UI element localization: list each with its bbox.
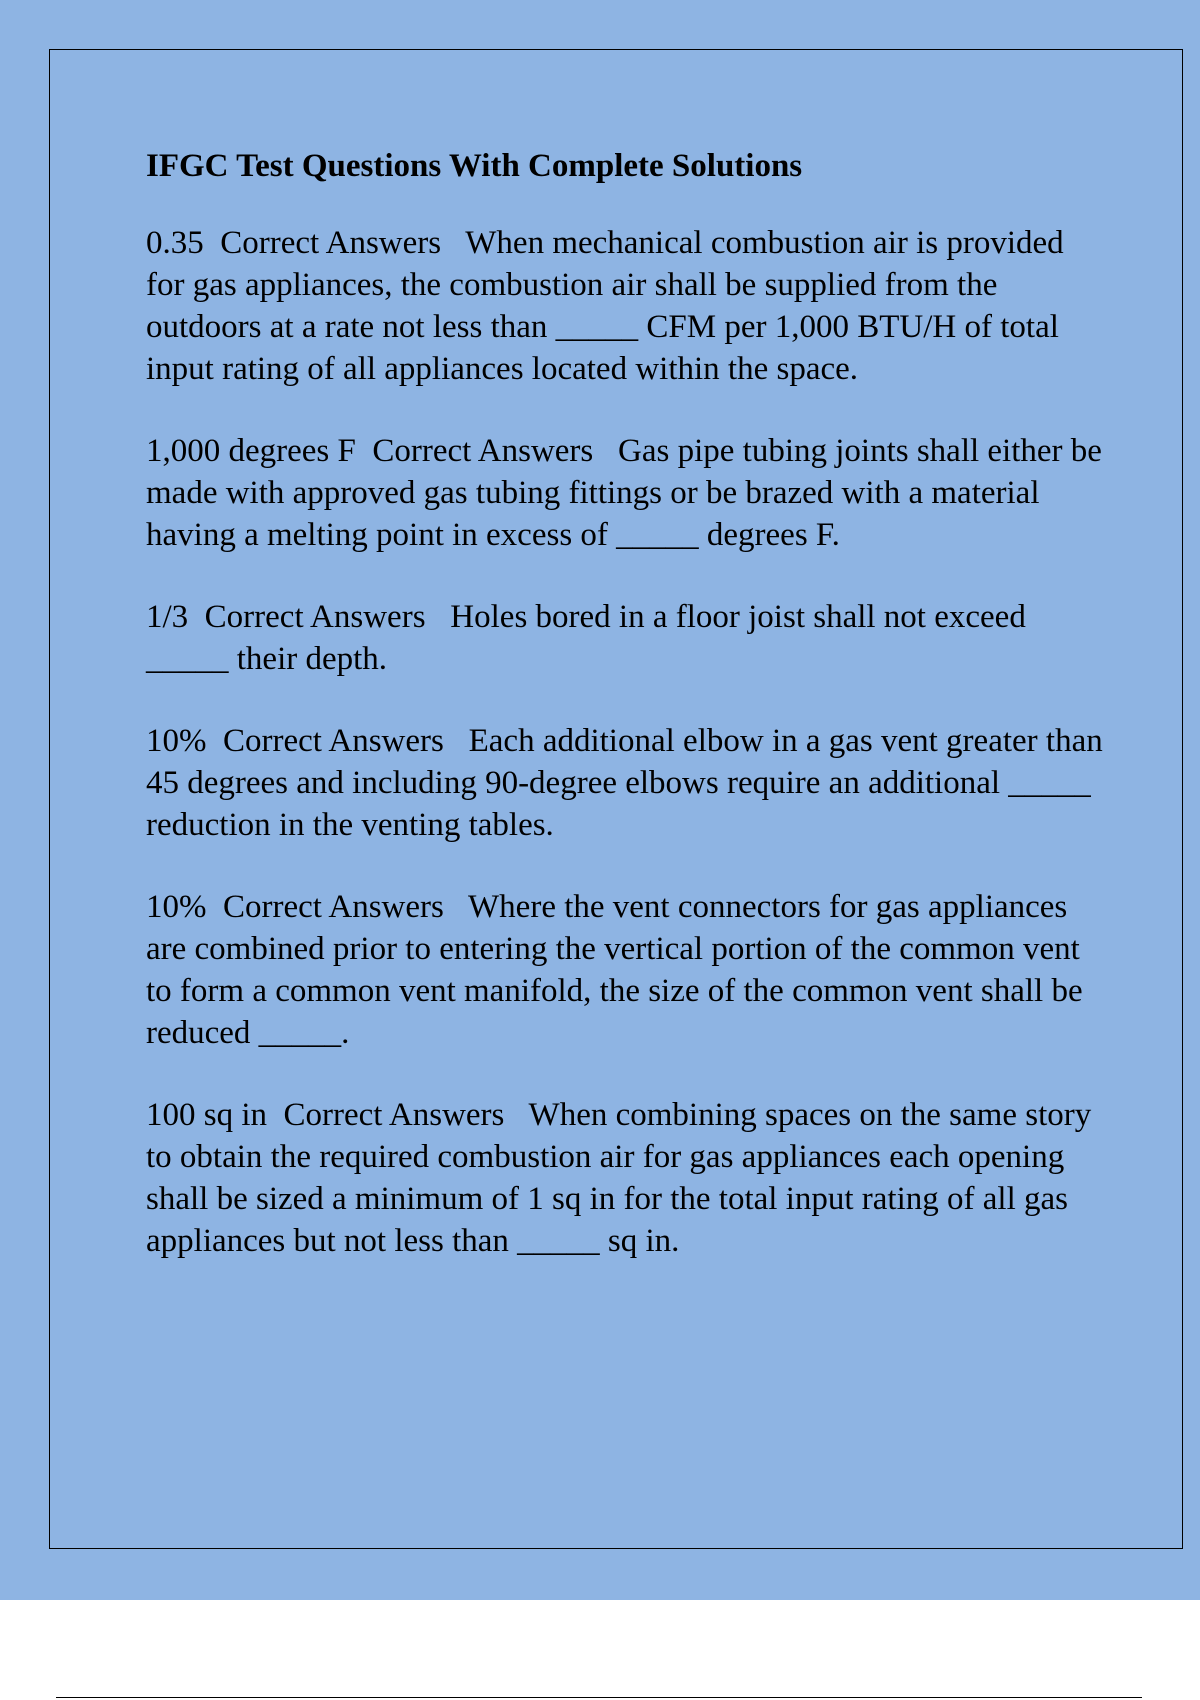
qa-item-2 — [146, 430, 1111, 556]
question-text: Where the vent connectors for gas appliances are combined prior to entering the vertical portion of the common vent to form a common vent manifold, the size of the common vent shall be reduced _____. — [146, 889, 1091, 1051]
answer-text: 1,000 degrees F — [146, 433, 356, 469]
correct-answers-label: Correct Answers — [372, 433, 594, 469]
correct-answers-label: Correct Answers — [223, 889, 444, 925]
answer-text: 1/3 — [146, 599, 189, 635]
document-body — [146, 140, 1111, 1302]
question-text: Holes bored in a floor joist shall not exceed _____ their depth. — [146, 599, 1035, 677]
qa-item-3 — [146, 596, 1106, 680]
correct-answers-label: Correct Answers — [223, 723, 444, 759]
correct-answers-label: Correct Answers — [283, 1097, 505, 1133]
answer-text: 10% — [146, 723, 207, 759]
question-text: When combining spaces on the same story to obtain the required combustion air for gas appliances each opening shall be sized a minimum of 1 sq in for the total input rating of all gas appliances but not less than _____ sq in. — [146, 1097, 1100, 1259]
correct-answers-label: Correct Answers — [204, 599, 426, 635]
document-title: IFGC Test Questions With Complete Solutions — [146, 148, 803, 184]
answer-text: 0.35 — [146, 225, 204, 261]
question-text: Each additional elbow in a gas vent greater than 45 degrees and including 90-degree elbows require an additional _____ reduction in the venting tables. — [146, 723, 1111, 843]
footer-divider — [56, 1697, 1142, 1698]
answer-text: 10% — [146, 889, 207, 925]
qa-item-1 — [146, 222, 1106, 390]
qa-item-4 — [146, 720, 1111, 846]
answer-text: 100 sq in — [146, 1097, 268, 1133]
qa-item-5 — [146, 886, 1106, 1054]
question-text: When mechanical combustion air is provided for gas appliances, the combustion air shall be supplied from the outdoors at a rate not less than _____ CFM per 1,000 BTU/H of total input rating of all appliances located within the space. — [146, 225, 1072, 387]
question-text: Gas pipe tubing joints shall either be made with approved gas tubing fittings or be brazed with a material having a melting point in excess of _____ degrees F. — [146, 433, 1111, 553]
qa-item-6 — [146, 1094, 1106, 1262]
correct-answers-label: Correct Answers — [220, 225, 442, 261]
